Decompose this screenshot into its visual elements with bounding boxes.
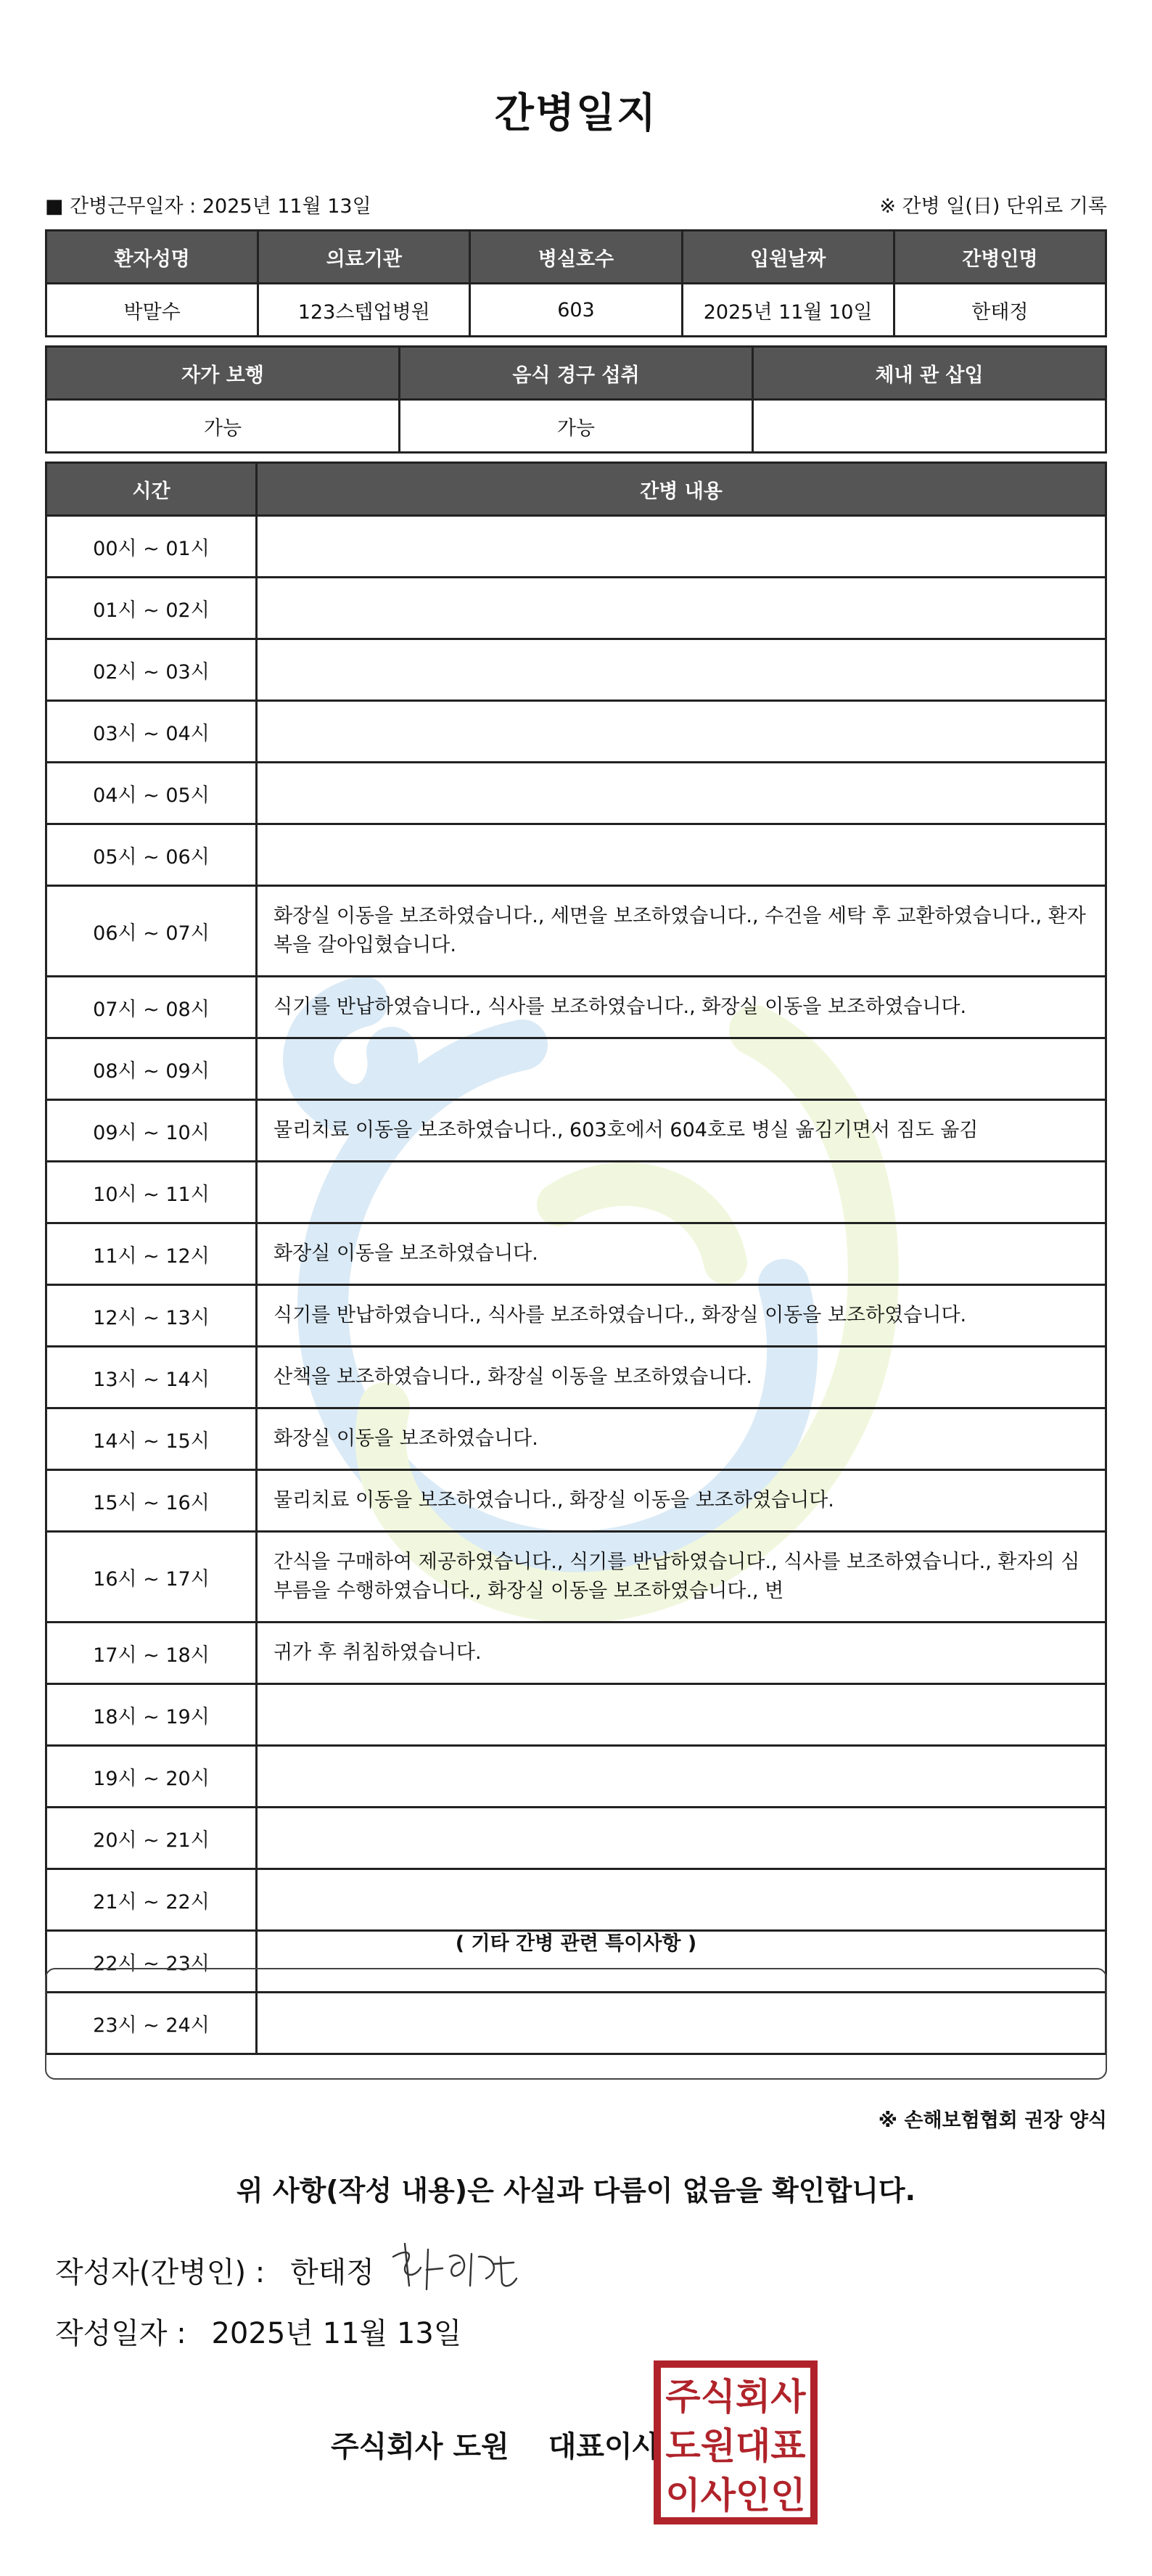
remarks-box	[45, 1968, 1107, 2080]
care-log-content: 식기를 반납하였습니다., 식사를 보조하였습니다., 화장실 이동을 보조하였습니다.	[257, 1285, 1106, 1347]
care-log-row	[46, 886, 1106, 977]
care-log-row	[46, 1746, 1106, 1808]
svg-text:주식회사: 주식회사	[665, 2376, 806, 2418]
room-number: 603	[470, 284, 682, 337]
written-date-line	[55, 2310, 461, 2352]
care-log-time: 19시 ~ 20시	[46, 1746, 257, 1808]
care-log-content: 물리치료 이동을 보조하였습니다., 603호에서 604호로 병실 옮김기면서 짐도 옮김	[257, 1100, 1106, 1162]
header-care-content: 간병 내용	[257, 463, 1106, 516]
header-patient-name: 환자성명	[46, 231, 258, 284]
care-log-time: 20시 ~ 21시	[46, 1808, 257, 1869]
caregiver-name: 한태정	[894, 284, 1106, 337]
care-log-row	[46, 1347, 1106, 1408]
care-log-row	[46, 701, 1106, 763]
care-log-content	[257, 639, 1106, 701]
care-log-row	[46, 1470, 1106, 1532]
care-log-time: 09시 ~ 10시	[46, 1100, 257, 1162]
header-time: 시간	[46, 463, 257, 516]
care-log-content	[257, 1869, 1106, 1931]
care-log-row	[46, 1162, 1106, 1223]
header-room: 병실호수	[470, 231, 682, 284]
care-log-time: 07시 ~ 08시	[46, 977, 257, 1038]
header-self-walking: 자가 보행	[46, 347, 400, 400]
patient-name: 박말수	[46, 284, 258, 337]
header-caregiver-name: 간병인명	[894, 231, 1106, 284]
care-log-time: 13시 ~ 14시	[46, 1347, 257, 1408]
care-log-row	[46, 824, 1106, 886]
care-log-content	[257, 516, 1106, 578]
care-log-row	[46, 1100, 1106, 1162]
care-log-row	[46, 1408, 1106, 1470]
document-title: 간병일지	[494, 90, 658, 137]
care-log-time: 15시 ~ 16시	[46, 1470, 257, 1532]
care-log-row	[46, 977, 1106, 1038]
care-log-time: 01시 ~ 02시	[46, 578, 257, 639]
care-log-time: 08시 ~ 09시	[46, 1038, 257, 1100]
admission-date: 2025년 11월 10일	[682, 284, 894, 337]
care-log-row	[46, 578, 1106, 639]
author-name: 한태정	[289, 2256, 374, 2289]
care-log-time: 03시 ~ 04시	[46, 701, 257, 763]
hospital-name: 123스텝업병원	[258, 284, 470, 337]
care-log-time: 22시 ~ 23시	[46, 1931, 257, 1993]
care-log-content: 화장실 이동을 보조하였습니다.	[257, 1223, 1106, 1285]
author-label: 작성자(간병인) :	[55, 2256, 266, 2289]
care-log-time: 02시 ~ 03시	[46, 639, 257, 701]
company-seal-icon	[653, 2360, 818, 2525]
company-line	[331, 2424, 660, 2465]
self-walking-value: 가능	[46, 400, 400, 453]
work-date-label: ■ 간병근무일자 :	[45, 195, 202, 218]
record-unit-note: ※ 간병 일(日) 단위로 기록	[879, 195, 1107, 218]
header-tube-insertion: 체내 관 삽입	[753, 347, 1106, 400]
handwritten-signature-icon	[384, 2235, 522, 2300]
work-date	[45, 190, 371, 218]
remarks-title: ( 기타 간병 관련 특이사항 )	[455, 1932, 697, 1955]
company-title: 대표이사	[548, 2430, 661, 2464]
care-log-time: 10시 ~ 11시	[46, 1162, 257, 1223]
care-log-content: 식기를 반납하였습니다., 식사를 보조하였습니다., 화장실 이동을 보조하였습니다.	[257, 977, 1106, 1038]
care-log-row	[46, 1684, 1106, 1746]
care-log-time: 17시 ~ 18시	[46, 1623, 257, 1684]
care-log-content: 간식을 구매하여 제공하였습니다., 식기를 반납하였습니다., 식사를 보조하였습니다., 환자의 심부름을 수행하였습니다., 화장실 이동을 보조하였습니다., 변	[257, 1532, 1106, 1623]
patient-status-table	[45, 345, 1107, 454]
care-log-time: 14시 ~ 15시	[46, 1408, 257, 1470]
care-log-content	[257, 578, 1106, 639]
care-log-content: 화장실 이동을 보조하였습니다.	[257, 1408, 1106, 1470]
care-log-time: 05시 ~ 06시	[46, 824, 257, 886]
care-log-content	[257, 1684, 1106, 1746]
care-log-row	[46, 1623, 1106, 1684]
care-log-time: 11시 ~ 12시	[46, 1223, 257, 1285]
care-log-content: 산책을 보조하였습니다., 화장실 이동을 보조하였습니다.	[257, 1347, 1106, 1408]
care-log-time: 23시 ~ 24시	[46, 1993, 257, 2054]
care-log-time: 04시 ~ 05시	[46, 763, 257, 824]
written-date-label: 작성일자 :	[55, 2317, 186, 2350]
header-oral-intake: 음식 경구 섭취	[400, 347, 753, 400]
confirmation-statement: 위 사항(작성 내용)은 사실과 다름이 없음을 확인합니다.	[236, 2175, 916, 2207]
svg-text:이사인인: 이사인인	[665, 2474, 806, 2516]
care-log-row	[46, 1223, 1106, 1285]
care-log-content: 물리치료 이동을 보조하였습니다., 화장실 이동을 보조하였습니다.	[257, 1470, 1106, 1532]
header-hospital: 의료기관	[258, 231, 470, 284]
care-log-time: 06시 ~ 07시	[46, 886, 257, 977]
care-log-row	[46, 639, 1106, 701]
care-log-row	[46, 763, 1106, 824]
care-log-content	[257, 763, 1106, 824]
oral-intake-value: 가능	[400, 400, 753, 453]
patient-info-table	[45, 229, 1107, 337]
care-log-time: 00시 ~ 01시	[46, 516, 257, 578]
care-log-content	[257, 701, 1106, 763]
care-log-time: 16시 ~ 17시	[46, 1532, 257, 1623]
svg-text:도원대표: 도원대표	[665, 2425, 806, 2467]
care-log-content: 화장실 이동을 보조하였습니다., 세면을 보조하였습니다., 수건을 세탁 후 교환하였습니다., 환자복을 갈아입혔습니다.	[257, 886, 1106, 977]
tube-insertion-value	[753, 400, 1106, 453]
written-date-value: 2025년 11월 13일	[211, 2317, 462, 2350]
care-log-time: 21시 ~ 22시	[46, 1869, 257, 1931]
care-log-row	[46, 1038, 1106, 1100]
care-log-row	[46, 1869, 1106, 1931]
care-log-content	[257, 1808, 1106, 1869]
care-log-row	[46, 1285, 1106, 1347]
care-log-content: 귀가 후 취침하였습니다.	[257, 1623, 1106, 1684]
care-log-row	[46, 1532, 1106, 1623]
care-log-time: 18시 ~ 19시	[46, 1684, 257, 1746]
work-date-value: 2025년 11월 13일	[202, 195, 371, 218]
care-log-time: 12시 ~ 13시	[46, 1285, 257, 1347]
care-log-content	[257, 1746, 1106, 1808]
author-line	[55, 2249, 374, 2291]
company-name: 주식회사 도원	[331, 2430, 509, 2464]
care-log-content	[257, 824, 1106, 886]
care-log-row	[46, 1808, 1106, 1869]
care-log-content	[257, 1162, 1106, 1223]
form-source-note: ※ 손해보험협회 권장 양식	[878, 2109, 1107, 2132]
care-log-content	[257, 1038, 1106, 1100]
header-admission-date: 입원날짜	[682, 231, 894, 284]
care-log-table	[45, 462, 1107, 2055]
care-log-row	[46, 516, 1106, 578]
